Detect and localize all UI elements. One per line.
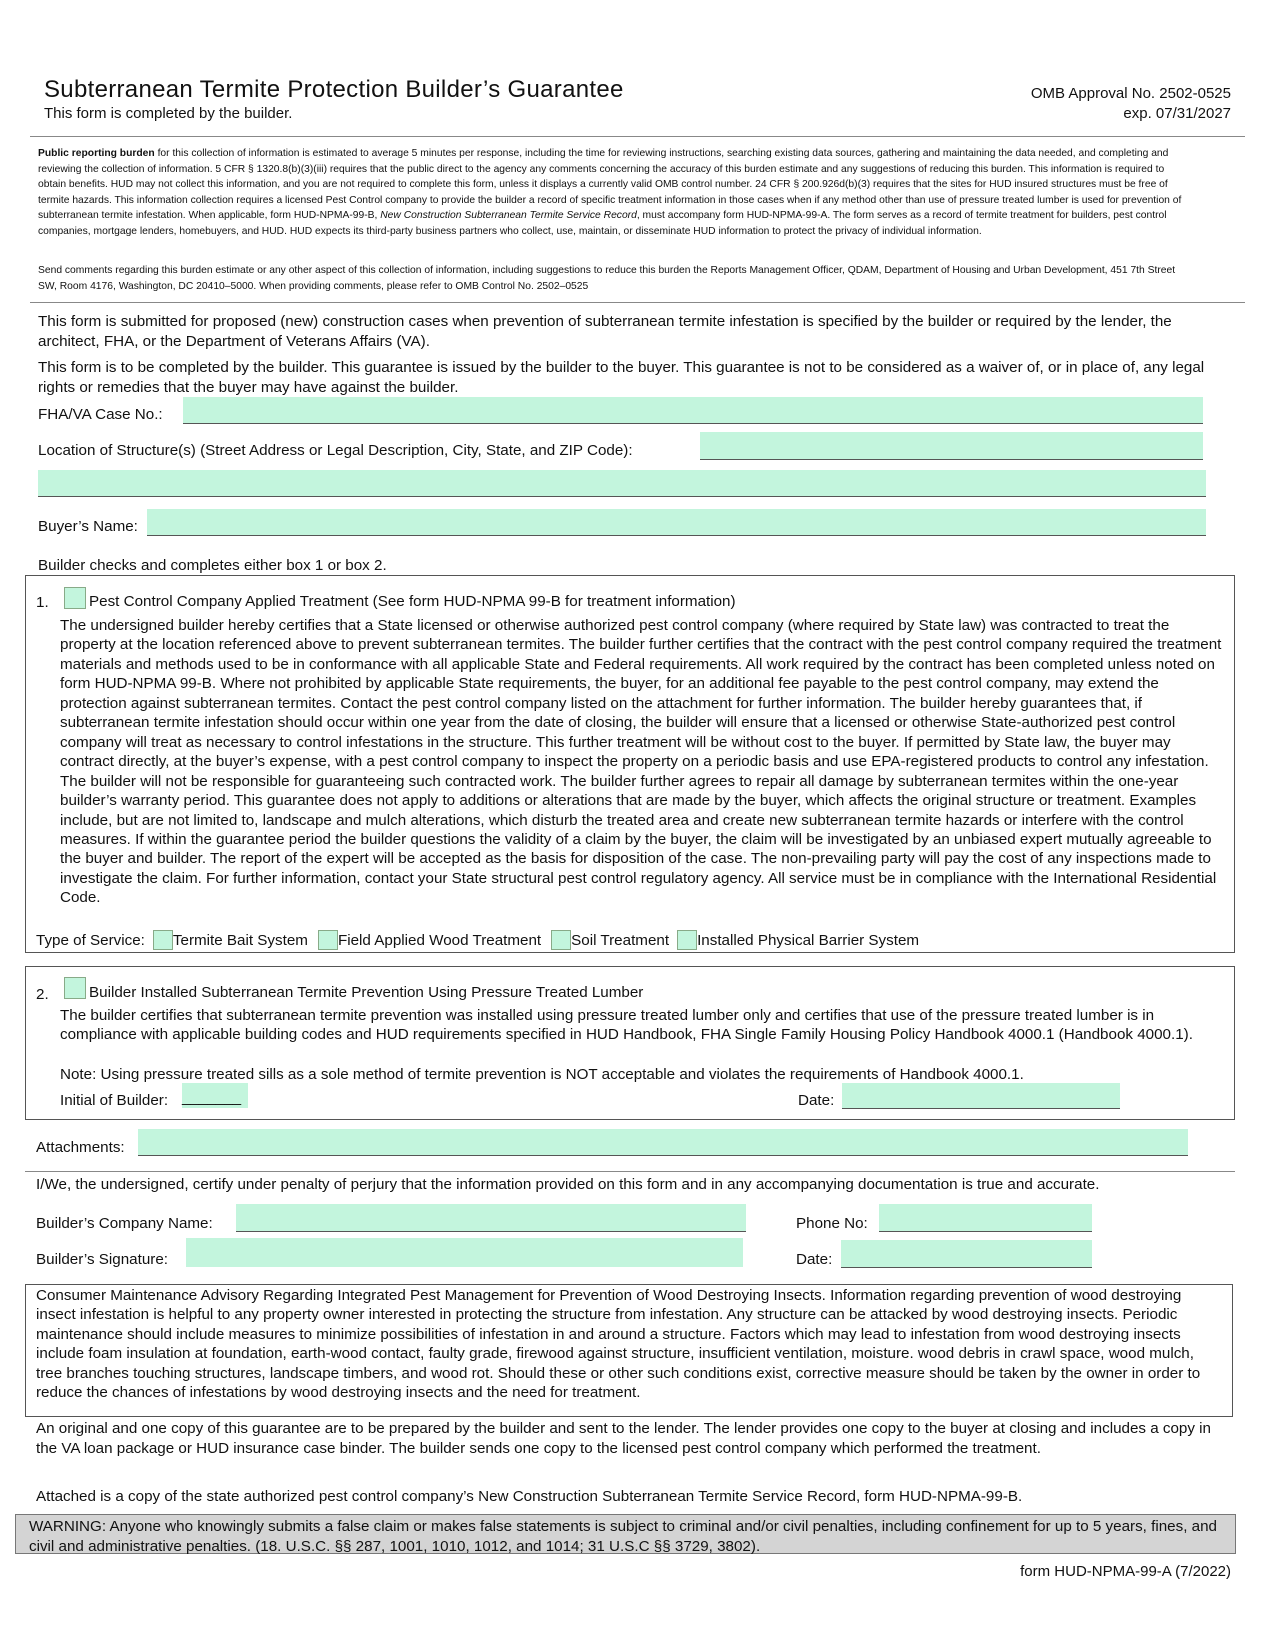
box-1-checkbox[interactable] <box>64 587 86 609</box>
phone-label: Phone No: <box>796 1215 868 1232</box>
consumer-advisory: Consumer Maintenance Advisory Regarding Integrated Pest Management for Prevention of Wood Destroying Insects. Information regarding prevention of wood destroying insect infestation is helpful to any property owner interested in protecting the structure from infestation. Any structure can be attacked by wood destroying insects. Periodic maintenance should include measures to minimize possibilities of infestation in and around a structure. Factors which may lead to infestation from wood destroying insects include foam insulation at foundation, earth-wood contact, faulty grade, firewood against structure, insufficient ventilation, moisture. wood debris in crawl space, wood mulch, tree branches touching structures, landscape timbers, and wood rot. Should these or other such conditions exist, corrective measure should be taken by the owner in order to reduce the chances of infestations by wood destroying insects and the need for treatment. <box>25 1284 1233 1417</box>
attached-note: Attached is a copy of the state authorized pest control company’s New Construction Subterranean Termite Service Record, form HUD-NPMA-99-B. <box>36 1488 1023 1505</box>
termite-bait-label: Termite Bait System <box>172 931 308 949</box>
burden-divider <box>30 302 1245 303</box>
initial-label: Initial of Builder: <box>60 1092 169 1109</box>
header-divider <box>30 136 1245 137</box>
box-2-checkbox[interactable] <box>64 977 86 999</box>
burden-comments: Send comments regarding this burden estimate or any other aspect of this collection of information, including suggestions to reduce this burden the Reports Management Officer, QDAM, Department of Housing and Urban Development, 451 7th Street SW, Room 4176, Washington, DC 20410–5000. When providing comments, please refer to OMB Control No. 2502–0525 <box>38 265 1176 292</box>
signature-date-label: Date: <box>796 1251 833 1268</box>
box-1-number: 1. <box>36 594 49 611</box>
box-1-pest-control <box>25 575 1235 953</box>
buyer-name-field[interactable] <box>147 509 1206 536</box>
physical-barrier-checkbox[interactable] <box>677 930 697 950</box>
field-applied-wood-label: Field Applied Wood Treatment <box>337 931 542 949</box>
burden-text-after: , must accompany form HUD-NPMA-99-A. The form serves as a record of termite treatment for builders, pest control companies, mortgage lenders, homebuyers, and HUD. HUD expects its third-party business partners who collect, use, maintain, or disseminate HUD information to protect the privacy of individual information. <box>38 210 1167 237</box>
burden-italic-title: New Construction Subterranean Termite Service Record <box>380 210 637 221</box>
buyer-name-label: Buyer’s Name: <box>38 518 138 535</box>
box-2-body: The builder certifies that subterranean termite prevention was installed using pressure treated lumber only and certifies that use of the pressure treated lumber is in compliance with applicable building codes and HUD requirements specified in HUD Handbook, FHA Single Family Housing Policy Handbook 4000.1 (Handbook 4000.1). <box>60 1007 1193 1044</box>
omb-approval <box>1031 84 1231 124</box>
signature-field[interactable] <box>186 1238 743 1267</box>
warning-banner: WARNING: Anyone who knowingly submits a false claim or makes false statements is subject to criminal and/or civil penalties, including confinement for up to 5 years, fines, and civil and administrative penalties. (18. U.S.C. §§ 287, 1001, 1010, 1012, and 1014; 31 U.S.C §§ 3729, 3802). <box>15 1514 1236 1554</box>
service-type-label: Type of Service: <box>36 931 145 949</box>
attachments-label: Attachments: <box>36 1139 125 1156</box>
intro-paragraph-1: This form is submitted for proposed (new) construction cases when prevention of subterranean termite infestation is specified by the builder or required by the lender, the architect, FHA, or the Department of Veterans Affairs (VA). <box>38 313 1172 350</box>
physical-barrier-label: Installed Physical Barrier System <box>697 931 920 949</box>
attachments-field[interactable] <box>138 1129 1188 1156</box>
company-name-label: Builder’s Company Name: <box>36 1215 213 1232</box>
soil-treatment-label: Soil Treatment <box>571 931 670 949</box>
case-no-label: FHA/VA Case No.: <box>38 406 163 423</box>
burden-text: for this collection of information is estimated to average 5 minutes per response, including the time for reviewing instructions, searching existing data sources, gathering and maintaining the data needed, and completing and reviewing the collection of information. 5 CFR § 1320.8(b)(3)(iii) requires that the public direct to the agency any comments concerning the accuracy of this burden estimate and any suggestions of reducing this burden. This information is required to obtain benefits. HUD may not collect this information, and you are not required to complete this form, unless it displays a currently valid OMB control number. 24 CFR § 200.926d(b)(3) requires that the sites for HUD insured structures must be free of termite hazards. This information collection requires a licensed Pest Control company to provide the builder a record of specific treatment information in those cases when if any method other than use of pressure treated lumber is used for prevention of subterranean termite infestation. When applicable, form HUD-NPMA-99-B, <box>38 148 1182 221</box>
location-field-line1[interactable] <box>700 432 1203 460</box>
box-1-heading: Pest Control Company Applied Treatment (See form HUD-NPMA 99-B for treatment information) <box>89 593 736 610</box>
box-2-date-field[interactable] <box>842 1083 1120 1109</box>
box-2-treated-lumber <box>25 966 1235 1120</box>
company-name-field[interactable] <box>236 1204 746 1232</box>
certification-statement: I/We, the undersigned, certify under penalty of perjury that the information provided on this form and in any accompanying documentation is true and accurate. <box>36 1176 1100 1193</box>
box-2-note: Note: Using pressure treated sills as a sole method of termite prevention is NOT acceptable and violates the requirements of Handbook 4000.1. <box>60 1066 1024 1083</box>
termite-bait-checkbox[interactable] <box>153 930 173 950</box>
omb-expiration: exp. 07/31/2027 <box>1123 105 1231 122</box>
service-type-row <box>36 930 919 950</box>
burden-statement <box>38 146 1188 239</box>
box-2-date-label: Date: <box>798 1092 835 1109</box>
box-instruction: Builder checks and completes either box 1 or box 2. <box>38 557 387 574</box>
phone-field[interactable] <box>879 1204 1092 1232</box>
attachments-divider <box>25 1171 1235 1172</box>
field-applied-wood-checkbox[interactable] <box>318 930 338 950</box>
omb-number: OMB Approval No. 2502-0525 <box>1030 85 1231 102</box>
box-2-number: 2. <box>36 986 49 1003</box>
location-field-line2[interactable] <box>38 470 1206 497</box>
case-no-field[interactable] <box>183 397 1203 424</box>
original-copy-paragraph: An original and one copy of this guarantee are to be prepared by the builder and sent to the lender. The lender provides one copy to the buyer at closing and includes a copy in the VA loan package or HUD insurance case binder. The builder sends one copy to the licensed pest control company which performed the treatment. <box>36 1420 1212 1457</box>
box-2-heading: Builder Installed Subterranean Termite Prevention Using Pressure Treated Lumber <box>89 984 644 1001</box>
box-1-body: The undersigned builder hereby certifies that a State licensed or otherwise authorized pest control company (where required by State law) was contracted to treat the property at the location referenced above to prevent subterranean termites. The builder further certifies that the contract with the pest control company required the treatment materials and methods used to be in conformance with all applicable State and Federal requirements. All work required by the contract has been completed unless noted on form HUD-NPMA 99-B. Where not prohibited by applicable State requirements, the buyer, for an additional fee payable to the pest control company, may extend the protection against subterranean termites. Contact the pest control company listed on the attachment for further information. The builder hereby guarantees that, if subterranean termite infestation should occur within one year from the date of closing, the builder will ensure that a licensed or otherwise State-authorized pest control company will treat as necessary to control infestations in the structure. This further treatment will be without cost to the buyer. If permitted by State law, the buyer may contract directly, at the buyer’s expense, with a pest control company to inspect the property on a periodic basis and use EPA-registered products to control any infestation. The builder will not be responsible for guaranteeing such contracted work. The builder further agrees to repair all damage by subterranean termites within the one-year builder’s warranty period. This guarantee does not apply to additions or alterations that are made by the buyer, which affects the original structure or treatment. Examples include, but are not limited to, landscape and mulch alterations, which disturb the treated area and create new subterranean termite hazards or interfere with the control measures. If within the guarantee period the builder questions the validity of a claim by the buyer, the claim will be investigated by an unbiased expert mutually agreeable to the buyer and builder. The report of the expert will be accepted as the basis for disposition of the case. The non-prevailing party will pay the cost of any inspections made to investigate the claim. For further information, contact your State structural pest control regulatory agency. All service must be in compliance with the International Residential Code. <box>60 617 1222 907</box>
form-title: Subterranean Termite Protection Builder’s Guarantee <box>44 76 624 103</box>
signature-label: Builder’s Signature: <box>36 1251 168 1268</box>
soil-treatment-checkbox[interactable] <box>551 930 571 950</box>
intro-paragraph-2: This form is to be completed by the builder. This guarantee is issued by the builder to the buyer. This guarantee is not to be considered as a waiver of, or in place of, any legal rights or remedies that the buyer may have against the builder. <box>38 359 1205 396</box>
burden-lead: Public reporting burden <box>38 148 155 159</box>
form-number-footer: form HUD-NPMA-99-A (7/2022) <box>1020 1563 1231 1580</box>
signature-date-field[interactable] <box>841 1240 1092 1268</box>
initial-field[interactable]: _______ <box>182 1083 248 1108</box>
location-label: Location of Structure(s) (Street Address or Legal Description, City, State, and ZIP Code): <box>38 442 633 459</box>
form-subtitle: This form is completed by the builder. <box>44 105 293 122</box>
